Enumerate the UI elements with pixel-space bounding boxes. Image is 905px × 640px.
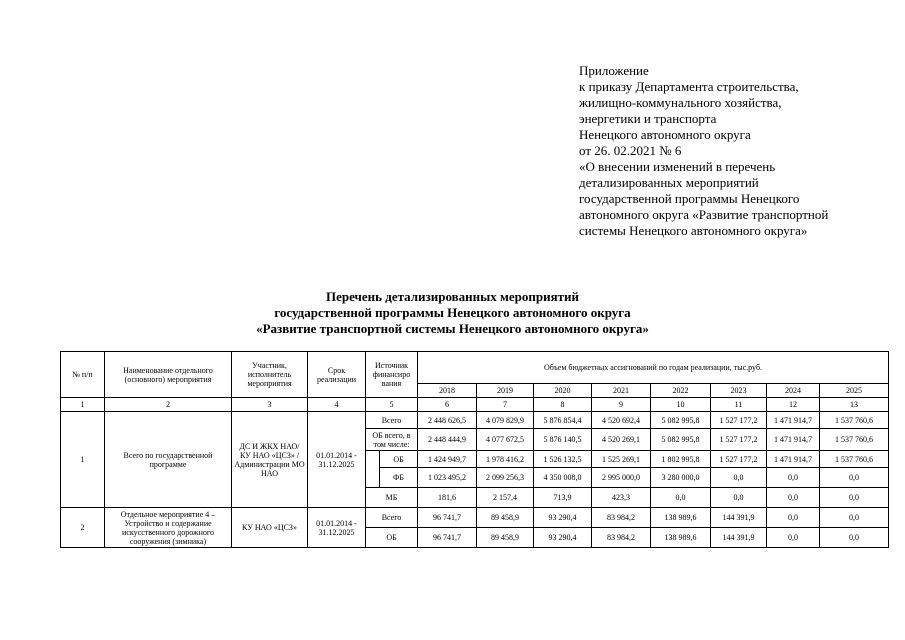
col-number: 2 <box>105 398 232 412</box>
header-participant: Участник, исполнитель мероприятия <box>232 352 308 398</box>
row-source: ОБ <box>366 528 418 548</box>
row-term: 01.01.2014 - 31.12.2025 <box>308 508 366 548</box>
value-cell: 2 157,4 <box>477 488 534 508</box>
value-cell: 138 989,6 <box>651 508 711 528</box>
value-cell: 1 537 760,6 <box>820 429 889 451</box>
value-cell: 4 520 269,1 <box>592 429 651 451</box>
row-source: Всего <box>366 412 418 429</box>
row-name: Всего по государственной программе <box>105 412 232 508</box>
year-cell: 2021 <box>592 384 651 398</box>
row-source: ОБ всего, в том числе: <box>366 429 418 451</box>
value-cell: 4 077 672,5 <box>477 429 534 451</box>
value-cell: 2 995 000,0 <box>592 468 651 488</box>
value-cell: 0,0 <box>767 468 820 488</box>
value-cell: 423,3 <box>592 488 651 508</box>
year-cell: 2025 <box>820 384 889 398</box>
value-cell: 1 471 914,7 <box>767 412 820 429</box>
value-cell: 1 537 760,6 <box>820 451 889 468</box>
value-cell: 0,0 <box>711 488 767 508</box>
header-name: Наименование отдельного (основного) мероприятия <box>105 352 232 398</box>
header-num: № п/п <box>61 352 105 398</box>
value-cell: 4 350 008,0 <box>534 468 592 488</box>
year-cell: 2023 <box>711 384 767 398</box>
value-cell: 4 079 829,9 <box>477 412 534 429</box>
value-cell: 0,0 <box>820 508 889 528</box>
table-row <box>61 412 889 429</box>
appendix-line: системы Ненецкого автономного округа» <box>579 223 808 238</box>
value-cell: 1 527 177,2 <box>711 451 767 468</box>
appendix-line: от 26. 02.2021 № 6 <box>579 143 682 158</box>
value-cell: 1 471 914,7 <box>767 429 820 451</box>
value-cell: 5 082 995,8 <box>651 429 711 451</box>
value-cell: 2 448 444,9 <box>418 429 477 451</box>
appendix-header <box>579 63 889 239</box>
value-cell: 96 741,7 <box>418 508 477 528</box>
value-cell: 5 082 995,8 <box>651 412 711 429</box>
col-number: 10 <box>651 398 711 412</box>
value-cell: 0,0 <box>820 468 889 488</box>
value-cell: 5 876 854,4 <box>534 412 592 429</box>
value-cell: 2 448 626,5 <box>418 412 477 429</box>
appendix-line: детализированных мероприятий <box>579 175 759 190</box>
value-cell: 3 280 000,0 <box>651 468 711 488</box>
row-participant: ДС И ЖКХ НАО/ КУ НАО «ЦСЗ» / Администрации МО НАО <box>232 412 308 508</box>
value-cell: 96 741,7 <box>418 528 477 548</box>
value-cell: 1 802 995,8 <box>651 451 711 468</box>
value-cell: 144 391,9 <box>711 508 767 528</box>
value-cell: 0,0 <box>767 528 820 548</box>
year-cell: 2018 <box>418 384 477 398</box>
value-cell: 2 099 256,3 <box>477 468 534 488</box>
title-line: «Развитие транспортной системы Ненецкого автономного округа» <box>256 321 649 336</box>
column-numbers-row <box>61 398 889 412</box>
value-cell: 713,9 <box>534 488 592 508</box>
col-number: 8 <box>534 398 592 412</box>
col-number: 13 <box>820 398 889 412</box>
col-number: 1 <box>61 398 105 412</box>
appendix-line: к приказу Департамента строительства, <box>579 79 799 94</box>
header-source: Источник финансиро вания <box>366 352 418 398</box>
row-num: 1 <box>61 412 105 508</box>
value-cell: 1 471 914,7 <box>767 451 820 468</box>
row-source: ФБ <box>380 468 418 488</box>
value-cell: 89 458,9 <box>477 508 534 528</box>
row-source: Всего <box>366 508 418 528</box>
value-cell: 1 525 269,1 <box>592 451 651 468</box>
appendix-line: жилищно-коммунального хозяйства, <box>579 95 782 110</box>
col-number: 12 <box>767 398 820 412</box>
col-number: 7 <box>477 398 534 412</box>
col-number: 9 <box>592 398 651 412</box>
activities-table <box>60 351 889 548</box>
row-term: 01.01.2014 - 31.12.2025 <box>308 412 366 508</box>
value-cell: 1 424 949,7 <box>418 451 477 468</box>
year-cell: 2022 <box>651 384 711 398</box>
appendix-line: государственной программы Ненецкого <box>579 191 800 206</box>
value-cell: 1 527 177,2 <box>711 429 767 451</box>
table-row <box>61 508 889 528</box>
appendix-line: «О внесении изменений в перечень <box>579 159 776 174</box>
header-volume: Объем бюджетных ассигнований по годам реализации, тыс.руб. <box>418 352 889 384</box>
value-cell: 1 023 495,2 <box>418 468 477 488</box>
value-cell: 0,0 <box>820 528 889 548</box>
value-cell: 83 984,2 <box>592 528 651 548</box>
header-term: Срок реализации <box>308 352 366 398</box>
value-cell: 1 527 177,2 <box>711 412 767 429</box>
row-source: ОБ <box>380 451 418 468</box>
col-number: 6 <box>418 398 477 412</box>
year-cell: 2019 <box>477 384 534 398</box>
value-cell: 0,0 <box>767 508 820 528</box>
title-line: государственной программы Ненецкого автономного округа <box>274 305 631 320</box>
value-cell: 5 876 140,5 <box>534 429 592 451</box>
col-number: 4 <box>308 398 366 412</box>
value-cell: 93 290,4 <box>534 528 592 548</box>
header-row <box>61 352 889 384</box>
appendix-line: Ненецкого автономного округа <box>579 127 751 142</box>
source-indent <box>366 451 380 488</box>
value-cell: 1 978 416,2 <box>477 451 534 468</box>
row-num: 2 <box>61 508 105 548</box>
value-cell: 1 537 760,6 <box>820 412 889 429</box>
title-line: Перечень детализированных мероприятий <box>325 289 580 304</box>
row-participant: КУ НАО «ЦСЗ» <box>232 508 308 548</box>
value-cell: 0,0 <box>711 468 767 488</box>
year-cell: 2024 <box>767 384 820 398</box>
value-cell: 1 526 132,5 <box>534 451 592 468</box>
value-cell: 0,0 <box>651 488 711 508</box>
value-cell: 138 989,6 <box>651 528 711 548</box>
value-cell: 4 520 692,4 <box>592 412 651 429</box>
appendix-line: Приложение <box>579 63 649 78</box>
value-cell: 181,6 <box>418 488 477 508</box>
col-number: 11 <box>711 398 767 412</box>
value-cell: 89 458,9 <box>477 528 534 548</box>
value-cell: 0,0 <box>820 488 889 508</box>
value-cell: 93 290,4 <box>534 508 592 528</box>
col-number: 5 <box>366 398 418 412</box>
document-title <box>0 289 905 337</box>
col-number: 3 <box>232 398 308 412</box>
value-cell: 144 391,9 <box>711 528 767 548</box>
value-cell: 0,0 <box>767 488 820 508</box>
appendix-line: автономного округа «Развитие транспортной <box>579 207 829 222</box>
year-cell: 2020 <box>534 384 592 398</box>
appendix-line: энергетики и транспорта <box>579 111 717 126</box>
row-name: Отдельное мероприятие 4 – Устройство и содержание искусственного дорожного сооружения (зимника) <box>105 508 232 548</box>
value-cell: 83 984,2 <box>592 508 651 528</box>
row-source: МБ <box>366 488 418 508</box>
